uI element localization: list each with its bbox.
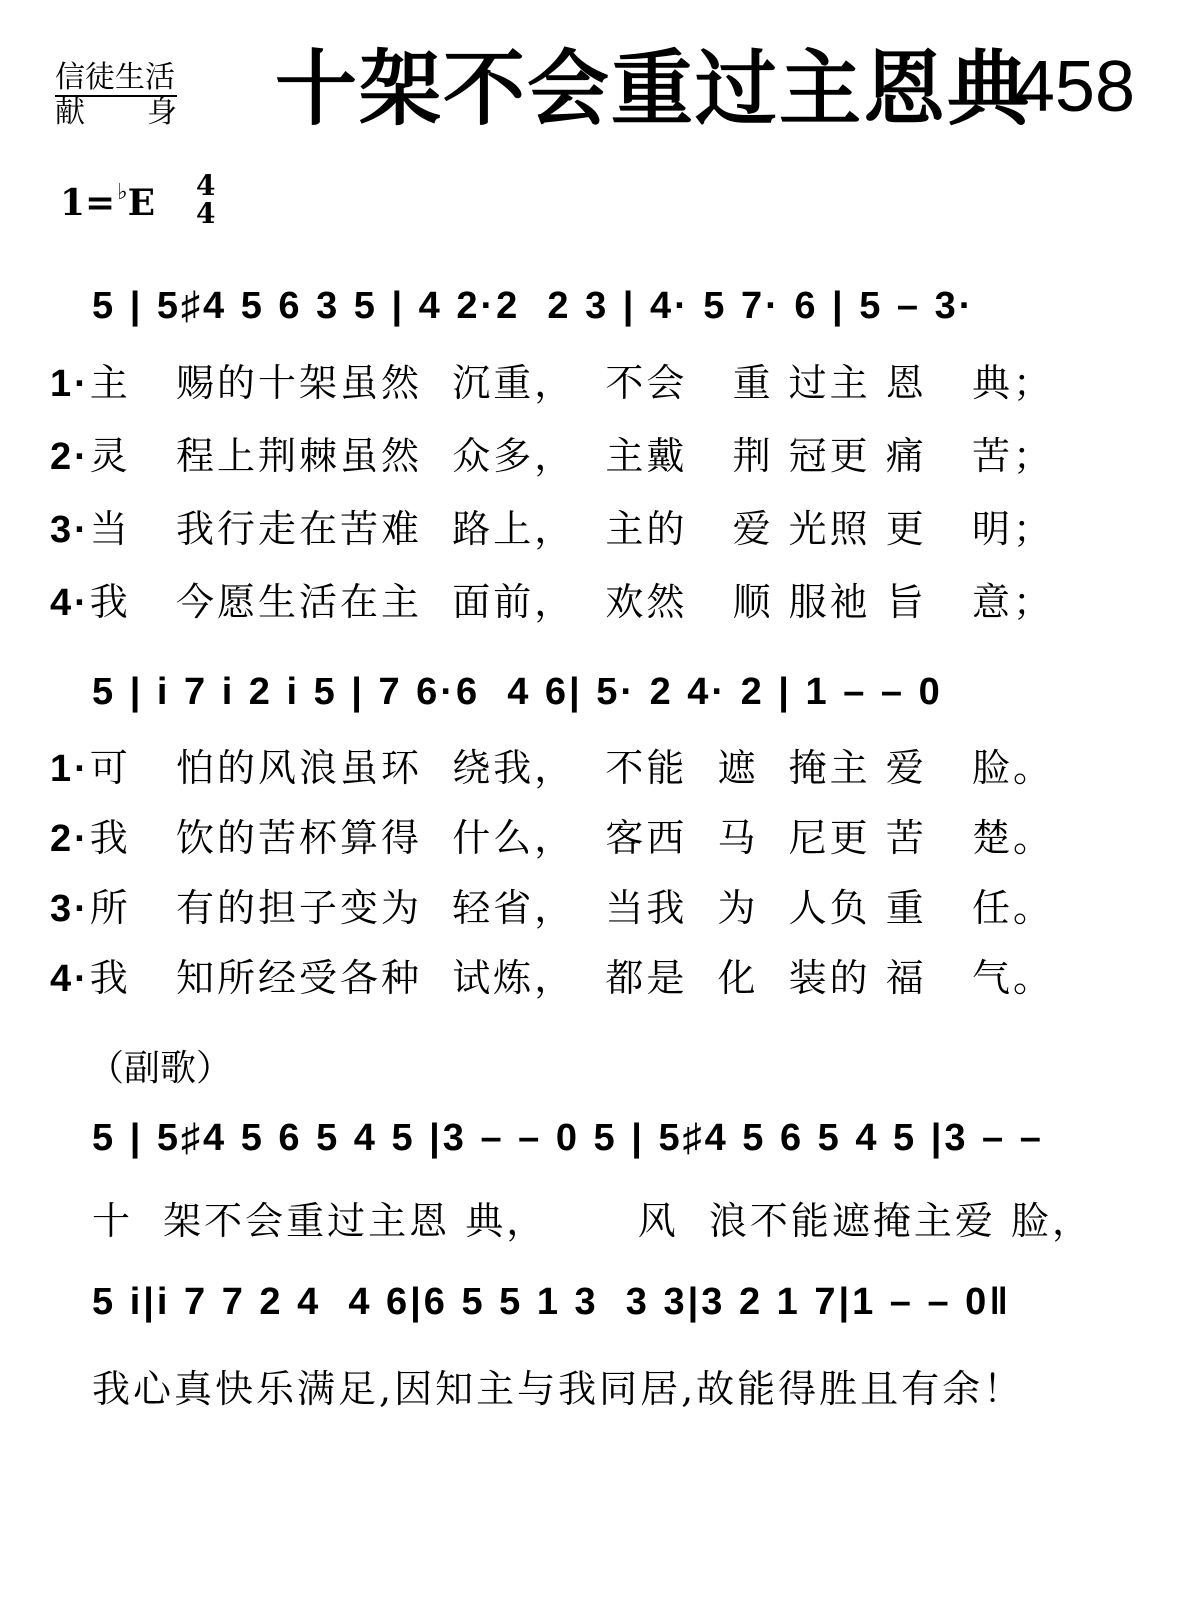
verse-number: 4· [50, 958, 90, 1000]
verse-number: 3· [50, 509, 90, 551]
verse-text: 所 有的担子变为 轻省， 当我 为 人负 重 任。 [89, 886, 1054, 930]
verse-number: 2· [50, 436, 90, 478]
verse-number: 3· [50, 888, 90, 930]
notation-line-4: 5 i|i 7 7 2 4 4 6|6 5 5 1 3 3 3|3 2 1 7|1 – – 0‖ [92, 1281, 1012, 1323]
chorus-lyric-2: 我心真快乐满足,因知主与我同居,故能得胜且有余！ [92, 1367, 1025, 1411]
notation-line-2: 5 | i 7 i 2 i 5 | 7 6·6 4 6| 5· 2 4· 2 | 1 – – 0 [92, 671, 943, 713]
verse-text: 主 赐的十架虽然 沉重， 不会 重 过主 恩 典； [89, 361, 1054, 405]
category-line2-a: 献 [55, 95, 85, 130]
verse-line [50, 955, 1054, 1002]
chorus-lyric-1: 十 架不会重过主恩 典， 风 浪不能遮掩主爱 脸， [92, 1199, 1093, 1243]
verse-number: 2· [50, 818, 90, 860]
key-tonic: 1= [60, 182, 116, 224]
hymn-number: 458 [1014, 47, 1135, 127]
verse-line [50, 506, 1054, 553]
flat-symbol: ♭ [117, 180, 128, 205]
time-signature-bottom: 4 [196, 197, 216, 230]
verse-text: 当 我行走在苦难 路上， 主的 爱 光照 更 明； [89, 507, 1054, 551]
verse-line [50, 815, 1054, 862]
verse-text: 灵 程上荆棘虽然 众多， 主戴 荆 冠更 痛 苦； [89, 434, 1054, 478]
verse-text: 我 今愿生活在主 面前， 欢然 顺 服祂 旨 意； [89, 580, 1054, 624]
category-line2 [55, 97, 177, 129]
verse-text: 我 知所经受各种 试炼， 都是 化 装的 福 气。 [89, 956, 1054, 1000]
chorus-label: （副歌） [88, 1048, 233, 1089]
verse-number: 1· [50, 363, 90, 405]
verse-line [50, 745, 1054, 792]
notation-line-3: 5 | 5♯4 5 6 5 4 5 |3 – – 0 5 | 5♯4 5 6 5 4 5 |3 – – [92, 1117, 1044, 1159]
verse-line [50, 885, 1054, 932]
hymn-category [55, 62, 177, 129]
time-signature [196, 169, 216, 230]
verse-text: 我 饮的苦杯算得 什么， 客西 马 尼更 苦 楚。 [89, 816, 1054, 860]
category-line2-b: 身 [147, 95, 177, 130]
key-signature [60, 180, 155, 224]
time-signature-top: 4 [196, 169, 216, 202]
verse-line [50, 433, 1054, 480]
verse-line [50, 579, 1054, 626]
verse-text: 可 怕的风浪虽环 绕我， 不能 遮 掩主 爱 脸。 [89, 746, 1054, 790]
category-line1: 信徒生活 [55, 60, 175, 95]
notation-line-1: 5 | 5♯4 5 6 3 5 | 4 2·2 2 3 | 4· 5 7· 6 | 5 – 3· [92, 285, 975, 327]
key-letter: E [127, 182, 156, 224]
hymn-title: 十架不会重过主恩典 [275, 42, 1032, 137]
verse-number: 4· [50, 582, 90, 624]
verse-number: 1· [50, 748, 90, 790]
verse-line [50, 360, 1054, 407]
